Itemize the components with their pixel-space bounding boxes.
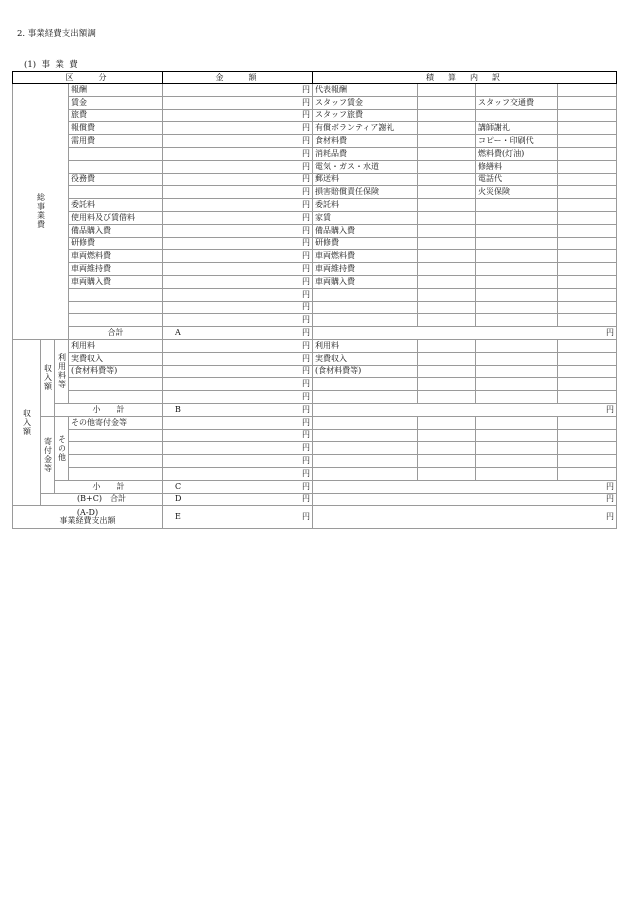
sub-label-donations-a: 寄付金等 — [41, 416, 55, 493]
breakdown-b3 — [476, 352, 558, 365]
breakdown-b3 — [476, 339, 558, 352]
yen-unit: 円 — [302, 379, 310, 389]
yen-unit: 円 — [302, 289, 310, 299]
total-label: 合計 — [69, 327, 163, 340]
amount-cell — [163, 135, 313, 148]
breakdown-b4 — [558, 429, 617, 442]
table-row — [13, 109, 617, 122]
breakdown-b4 — [558, 391, 617, 404]
yen-unit: 円 — [302, 366, 310, 376]
breakdown-b3: コピー・印刷代 — [476, 135, 558, 148]
amount-cell — [163, 391, 313, 404]
breakdown-b3 — [476, 250, 558, 263]
breakdown-b1: スタッフ旅費 — [313, 109, 418, 122]
amount-cell — [163, 122, 313, 135]
item-label — [69, 160, 163, 173]
breakdown-b3 — [476, 275, 558, 288]
table-row — [13, 416, 617, 429]
amount-cell — [163, 109, 313, 122]
sub-label-fees-b: 利用料等 — [55, 339, 69, 403]
breakdown-b3 — [476, 442, 558, 455]
breakdown-b3 — [476, 237, 558, 250]
table-row — [13, 352, 617, 365]
item-label: 車両燃料費 — [69, 250, 163, 263]
yen-unit: 円 — [302, 161, 310, 171]
result-label-line2: 事業経費支出額 — [59, 516, 116, 526]
breakdown-b3 — [476, 429, 558, 442]
breakdown-b1: (食材料費等) — [313, 365, 418, 378]
breakdown-b4 — [558, 186, 617, 199]
breakdown-b3 — [476, 224, 558, 237]
breakdown-b2 — [418, 288, 476, 301]
breakdown-b2 — [418, 211, 476, 224]
table-row — [13, 84, 617, 97]
breakdown-b1 — [313, 429, 418, 442]
breakdown-b1 — [313, 416, 418, 429]
amount-cell — [163, 96, 313, 109]
yen-unit: 円 — [302, 264, 310, 274]
breakdown-b2 — [418, 160, 476, 173]
item-label: 報酬 — [69, 84, 163, 97]
total-breakdown — [313, 493, 617, 506]
breakdown-b4 — [558, 173, 617, 186]
breakdown-b3 — [476, 301, 558, 314]
yen-unit: 円 — [606, 481, 614, 491]
item-label: 役務費 — [69, 173, 163, 186]
breakdown-b1: 備品購入費 — [313, 224, 418, 237]
section-title: 2. 事業経費支出額調 — [17, 29, 96, 39]
breakdown-b4 — [558, 199, 617, 212]
amount-cell — [163, 378, 313, 391]
table-row — [13, 199, 617, 212]
amount-cell — [163, 339, 313, 352]
subtotal-row-fees — [13, 403, 617, 416]
amount-cell — [163, 314, 313, 327]
table-row — [13, 263, 617, 276]
item-label: 実費収入 — [69, 352, 163, 365]
yen-unit: 円 — [302, 443, 310, 453]
breakdown-b4 — [558, 416, 617, 429]
group-label-income: 収入額 — [13, 339, 41, 505]
breakdown-b4 — [558, 352, 617, 365]
amount-cell — [163, 301, 313, 314]
breakdown-b3 — [476, 467, 558, 480]
table-row — [13, 135, 617, 148]
breakdown-b1: スタッフ賃金 — [313, 96, 418, 109]
item-label: 使用料及び賃借料 — [69, 211, 163, 224]
amount-cell — [163, 327, 313, 340]
amount-code: C — [175, 481, 182, 491]
sub-label-donations-b: その他 — [55, 416, 69, 480]
yen-unit: 円 — [302, 251, 310, 261]
breakdown-b4 — [558, 160, 617, 173]
breakdown-b3 — [476, 263, 558, 276]
amount-cell — [163, 186, 313, 199]
breakdown-b1: 有償ボランティア謝礼 — [313, 122, 418, 135]
item-label: 利用料 — [69, 339, 163, 352]
yen-unit: 円 — [302, 340, 310, 350]
breakdown-b2 — [418, 339, 476, 352]
table-row — [13, 211, 617, 224]
breakdown-b3 — [476, 378, 558, 391]
breakdown-b3: 火災保険 — [476, 186, 558, 199]
item-label: 車両購入費 — [69, 275, 163, 288]
breakdown-b4 — [558, 301, 617, 314]
breakdown-b1: 車両燃料費 — [313, 250, 418, 263]
table-row — [13, 339, 617, 352]
breakdown-b3 — [476, 416, 558, 429]
breakdown-b2 — [418, 365, 476, 378]
breakdown-b3: スタッフ交通費 — [476, 96, 558, 109]
amount-code: A — [175, 328, 181, 338]
sub-label-fees-a: 収入額 — [41, 339, 55, 416]
total-row-d — [13, 493, 617, 506]
yen-unit: 円 — [302, 84, 310, 94]
breakdown-b4 — [558, 442, 617, 455]
table-row — [13, 301, 617, 314]
amount-cell — [163, 442, 313, 455]
breakdown-b2 — [418, 84, 476, 97]
expense-table — [12, 71, 617, 529]
yen-unit: 円 — [302, 238, 310, 248]
breakdown-b3 — [476, 455, 558, 468]
breakdown-b1 — [313, 467, 418, 480]
total-row-a — [13, 327, 617, 340]
subtotal-breakdown — [313, 480, 617, 493]
breakdown-b3 — [476, 109, 558, 122]
breakdown-b4 — [558, 122, 617, 135]
breakdown-b4 — [558, 339, 617, 352]
breakdown-b3 — [476, 288, 558, 301]
amount-code: B — [175, 404, 181, 414]
breakdown-b2 — [418, 186, 476, 199]
breakdown-b3 — [476, 211, 558, 224]
item-label — [69, 147, 163, 160]
amount-cell — [163, 211, 313, 224]
result-breakdown — [313, 506, 617, 529]
header-breakdown: 積 算 内 訳 — [313, 72, 617, 84]
breakdown-b4 — [558, 224, 617, 237]
breakdown-b4 — [558, 147, 617, 160]
item-label — [69, 442, 163, 455]
item-label — [69, 391, 163, 404]
yen-unit: 円 — [302, 187, 310, 197]
yen-unit: 円 — [302, 97, 310, 107]
breakdown-b3 — [476, 314, 558, 327]
breakdown-b1 — [313, 288, 418, 301]
yen-unit: 円 — [302, 123, 310, 133]
breakdown-b4 — [558, 455, 617, 468]
breakdown-b2 — [418, 237, 476, 250]
breakdown-b2 — [418, 263, 476, 276]
breakdown-b1: 実費収入 — [313, 352, 418, 365]
breakdown-b2 — [418, 122, 476, 135]
amount-cell — [163, 455, 313, 468]
yen-unit: 円 — [302, 512, 310, 522]
amount-cell — [163, 365, 313, 378]
yen-unit: 円 — [302, 468, 310, 478]
breakdown-b1 — [313, 455, 418, 468]
breakdown-b4 — [558, 211, 617, 224]
breakdown-b3 — [476, 199, 558, 212]
item-label — [69, 429, 163, 442]
breakdown-b2 — [418, 429, 476, 442]
amount-code: E — [175, 512, 181, 522]
breakdown-b2 — [418, 416, 476, 429]
breakdown-b4 — [558, 263, 617, 276]
item-label: 賃金 — [69, 96, 163, 109]
yen-unit: 円 — [302, 481, 310, 491]
breakdown-b1: 利用料 — [313, 339, 418, 352]
breakdown-b1: 郵送料 — [313, 173, 418, 186]
breakdown-b4 — [558, 275, 617, 288]
amount-cell — [163, 403, 313, 416]
item-label — [69, 378, 163, 391]
breakdown-b1: 車両維持費 — [313, 263, 418, 276]
amount-cell — [163, 199, 313, 212]
breakdown-b1: 食材料費 — [313, 135, 418, 148]
table-row — [13, 122, 617, 135]
breakdown-b3 — [476, 391, 558, 404]
item-label: 需用費 — [69, 135, 163, 148]
yen-unit: 円 — [302, 456, 310, 465]
total-breakdown — [313, 327, 617, 340]
amount-cell — [163, 467, 313, 480]
yen-unit: 円 — [606, 328, 614, 338]
table-row — [13, 96, 617, 109]
breakdown-b2 — [418, 314, 476, 327]
result-label — [13, 506, 163, 529]
amount-cell — [163, 288, 313, 301]
yen-unit: 円 — [606, 512, 614, 522]
table-row — [13, 442, 617, 455]
breakdown-b3 — [476, 365, 558, 378]
table-row — [13, 173, 617, 186]
breakdown-b1 — [313, 442, 418, 455]
table-row — [13, 314, 617, 327]
breakdown-b1 — [313, 378, 418, 391]
breakdown-b1: 損害賠償責任保険 — [313, 186, 418, 199]
amount-cell — [163, 147, 313, 160]
breakdown-b2 — [418, 109, 476, 122]
breakdown-b1: 研修費 — [313, 237, 418, 250]
yen-unit: 円 — [606, 404, 614, 414]
amount-cell — [163, 263, 313, 276]
result-label-line1: (A-D) — [76, 508, 99, 518]
breakdown-b2 — [418, 391, 476, 404]
breakdown-b2 — [418, 352, 476, 365]
item-label — [69, 314, 163, 327]
yen-unit: 円 — [302, 430, 310, 440]
breakdown-b4 — [558, 250, 617, 263]
breakdown-b1: 消耗品費 — [313, 147, 418, 160]
breakdown-b2 — [418, 275, 476, 288]
breakdown-b4 — [558, 378, 617, 391]
amount-cell — [163, 173, 313, 186]
table-row — [13, 288, 617, 301]
table-row — [13, 455, 617, 468]
table-row — [13, 365, 617, 378]
item-label: 報償費 — [69, 122, 163, 135]
breakdown-b1: 電気・ガス・水道 — [313, 160, 418, 173]
result-row-e — [13, 506, 617, 529]
yen-unit: 円 — [302, 494, 310, 504]
header-amount: 金 額 — [163, 72, 313, 84]
table-row — [13, 160, 617, 173]
table-row — [13, 237, 617, 250]
item-label — [69, 288, 163, 301]
breakdown-b3: 講師謝礼 — [476, 122, 558, 135]
yen-unit: 円 — [302, 148, 310, 158]
yen-unit: 円 — [302, 110, 310, 120]
breakdown-b3: 燃料費(灯油) — [476, 147, 558, 160]
amount-cell — [163, 493, 313, 506]
subtotal-label: 小 計 — [55, 403, 163, 416]
breakdown-b2 — [418, 378, 476, 391]
amount-cell — [163, 416, 313, 429]
breakdown-b4 — [558, 467, 617, 480]
amount-cell — [163, 275, 313, 288]
yen-unit: 円 — [302, 315, 310, 325]
yen-unit: 円 — [302, 225, 310, 235]
item-label: 研修費 — [69, 237, 163, 250]
yen-unit: 円 — [302, 174, 310, 184]
amount-cell — [163, 480, 313, 493]
item-label: 委託料 — [69, 199, 163, 212]
yen-unit: 円 — [302, 404, 310, 414]
table-row — [13, 391, 617, 404]
amount-code: D — [175, 494, 182, 504]
breakdown-b4 — [558, 109, 617, 122]
breakdown-b4 — [558, 365, 617, 378]
subtotal-row-donations — [13, 480, 617, 493]
breakdown-b2 — [418, 250, 476, 263]
breakdown-b2 — [418, 96, 476, 109]
breakdown-b2 — [418, 301, 476, 314]
table-header — [13, 72, 617, 84]
table-row — [13, 147, 617, 160]
amount-cell — [163, 84, 313, 97]
breakdown-b4 — [558, 237, 617, 250]
table-row — [13, 275, 617, 288]
breakdown-b1: 委託料 — [313, 199, 418, 212]
amount-cell — [163, 224, 313, 237]
yen-unit: 円 — [302, 302, 310, 312]
breakdown-b1: 車両購入費 — [313, 275, 418, 288]
item-label: その他寄付金等 — [69, 416, 163, 429]
breakdown-b3 — [476, 84, 558, 97]
subsection-title: (1) 事 業 費 — [24, 60, 78, 70]
breakdown-b4 — [558, 84, 617, 97]
breakdown-b2 — [418, 147, 476, 160]
yen-unit: 円 — [302, 392, 310, 402]
table-row — [13, 429, 617, 442]
breakdown-b2 — [418, 173, 476, 186]
yen-unit: 円 — [302, 212, 310, 222]
amount-cell — [163, 352, 313, 365]
item-label — [69, 186, 163, 199]
breakdown-b2 — [418, 199, 476, 212]
table-row — [13, 224, 617, 237]
yen-unit: 円 — [606, 494, 614, 504]
table-row — [13, 250, 617, 263]
table-row — [13, 186, 617, 199]
breakdown-b1: 家賃 — [313, 211, 418, 224]
breakdown-b1: 代表報酬 — [313, 84, 418, 97]
table-row — [13, 378, 617, 391]
breakdown-b2 — [418, 455, 476, 468]
yen-unit: 円 — [302, 328, 310, 338]
subtotal-label: 小 計 — [55, 480, 163, 493]
breakdown-b4 — [558, 135, 617, 148]
amount-cell — [163, 429, 313, 442]
breakdown-b4 — [558, 314, 617, 327]
breakdown-b1 — [313, 314, 418, 327]
yen-unit: 円 — [302, 276, 310, 286]
item-label — [69, 455, 163, 468]
table-row — [13, 467, 617, 480]
subtotal-breakdown — [313, 403, 617, 416]
amount-cell — [163, 506, 313, 529]
header-category: 区 分 — [13, 72, 163, 84]
breakdown-b3: 修繕料 — [476, 160, 558, 173]
amount-cell — [163, 160, 313, 173]
item-label — [69, 467, 163, 480]
breakdown-b2 — [418, 224, 476, 237]
item-label: (食材料費等) — [69, 365, 163, 378]
amount-cell — [163, 250, 313, 263]
total-label: (B+C) 合計 — [41, 493, 163, 506]
yen-unit: 円 — [302, 353, 310, 363]
amount-cell — [163, 237, 313, 250]
breakdown-b3: 電話代 — [476, 173, 558, 186]
item-label: 旅費 — [69, 109, 163, 122]
item-label: 車両維持費 — [69, 263, 163, 276]
item-label: 備品購入費 — [69, 224, 163, 237]
item-label — [69, 301, 163, 314]
yen-unit: 円 — [302, 200, 310, 210]
breakdown-b2 — [418, 467, 476, 480]
yen-unit: 円 — [302, 417, 310, 427]
breakdown-b1 — [313, 391, 418, 404]
breakdown-b4 — [558, 96, 617, 109]
breakdown-b2 — [418, 135, 476, 148]
breakdown-b1 — [313, 301, 418, 314]
breakdown-b4 — [558, 288, 617, 301]
yen-unit: 円 — [302, 136, 310, 146]
breakdown-b2 — [418, 442, 476, 455]
group-label-expenses: 総事業費 — [13, 84, 69, 340]
